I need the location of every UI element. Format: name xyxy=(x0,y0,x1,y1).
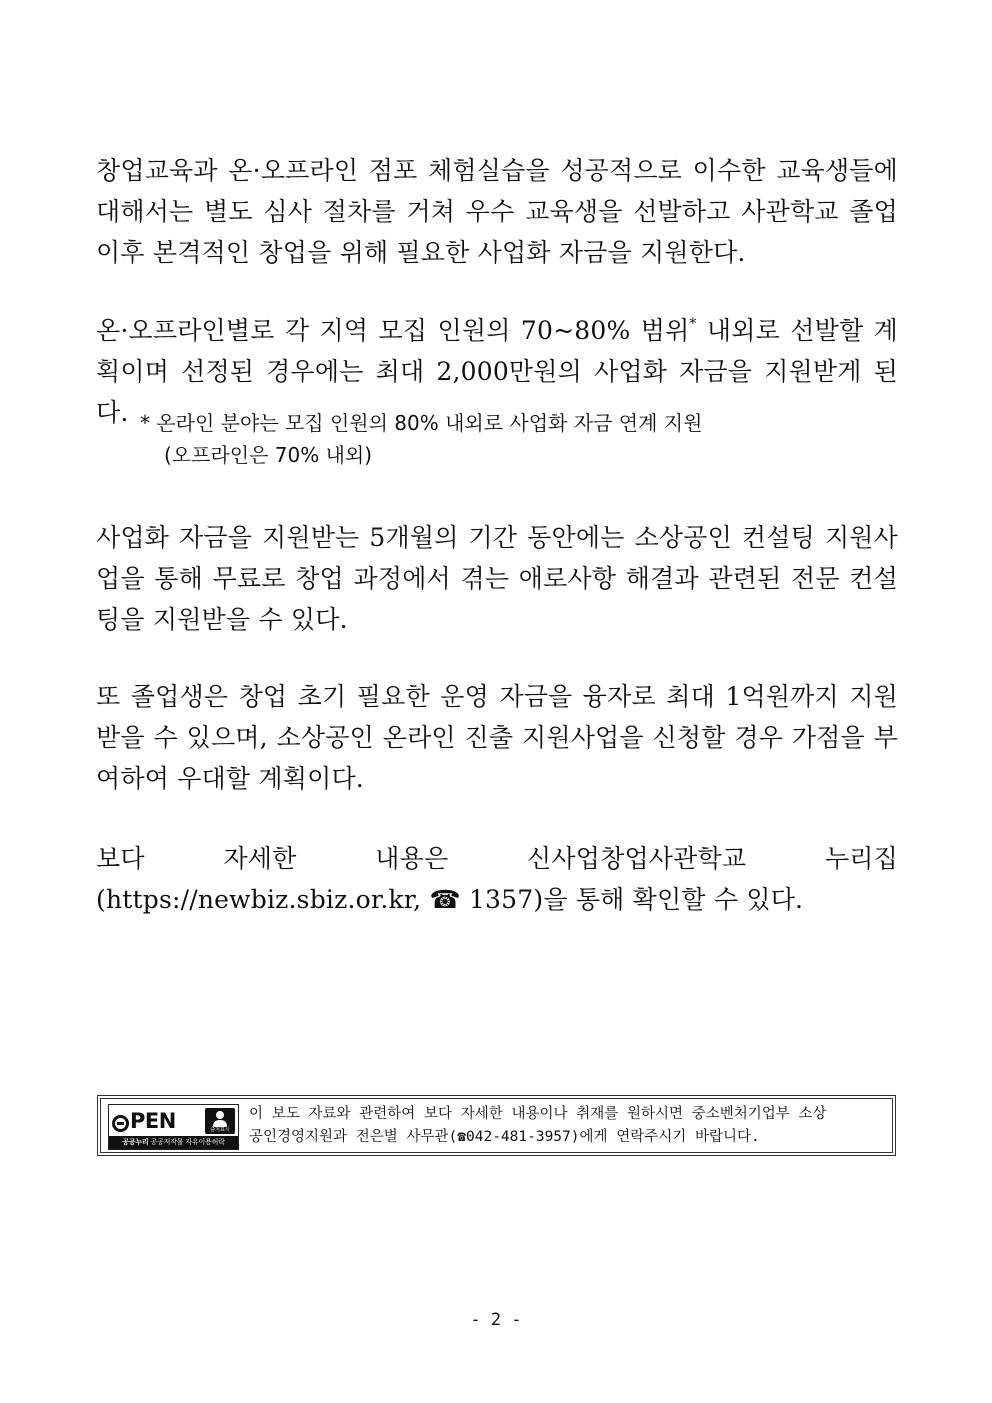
contact-text xyxy=(249,1103,890,1149)
contact-line-2: 공인경영지원과 전은별 사무관(☎042-481-3957)에게 연락주시기 바랍니다. xyxy=(249,1129,760,1145)
open-logo-caption: 공공누리 공공저작물 자유이용허락 xyxy=(109,1136,238,1149)
footnote-marker: * xyxy=(689,315,697,332)
paragraph-more-info xyxy=(96,838,898,920)
open-logo-top xyxy=(112,1108,235,1134)
contact-box-inner xyxy=(100,1098,893,1153)
page-number: - 2 - xyxy=(470,1310,522,1330)
open-o-icon xyxy=(112,1115,129,1132)
paragraph-consulting: 사업화 자금을 지원받는 5개월의 기간 동안에는 소상공인 컨설팅 지원사업을 통해 무료로 창업 과정에서 겪는 애로사항 해결과 관련된 전문 컨설팅을 지원받을 수 있다. xyxy=(96,523,898,634)
paragraph-funding-selection: 창업교육과 온·오프라인 점포 체험실습을 성공적으로 이수한 교육생들에 대해서는 별도 심사 절차를 거쳐 우수 교육생을 선발하고 사관학교 졸업 이후 본격적인 창업을 위해 필요한 사업화 자금을 지원한다. xyxy=(96,156,898,267)
open-logo-word: PEN xyxy=(130,1109,176,1133)
paragraph-loan-support: 또 졸업생은 창업 초기 필요한 운영 자금을 융자로 최대 1억원까지 지원받을 수 있으며, 소상공인 온라인 진출 지원사업을 신청할 경우 가점을 부여하여 우대할 계획이다. xyxy=(96,682,898,793)
footnote xyxy=(140,407,860,471)
paragraph-selection-plan-part1: 온·오프라인별로 각 지역 모집 인원의 70~80% 범위 xyxy=(96,316,690,345)
footnote-line-1: * 온라인 분야는 모집 인원의 80% 내외로 사업화 자금 연계 지원 xyxy=(140,411,703,435)
contact-box xyxy=(97,1095,896,1156)
paragraph-selection-plan-part2: 내외로 선발할 계획이며 선정된 경우에는 최대 2,000만원의 사업화 자금을 지원받게 된다. xyxy=(96,316,898,427)
more-info-line-1: 보다 자세한 내용은 신사업창업사관학교 누리집 xyxy=(96,844,898,873)
attribution-person-icon: 출처표시 xyxy=(205,1108,235,1134)
more-info-line-2: (https://newbiz.sbiz.or.kr, ☎ 1357)을 통해 확인할 수 있다. xyxy=(96,885,804,914)
contact-line-1: 이 보도 자료와 관련하여 보다 자세한 내용이나 취재를 원하시면 중소벤처기업부 소상 xyxy=(249,1106,827,1122)
kogl-open-logo xyxy=(108,1104,239,1150)
footnote-line-2: (오프라인은 70% 내외) xyxy=(164,443,373,467)
